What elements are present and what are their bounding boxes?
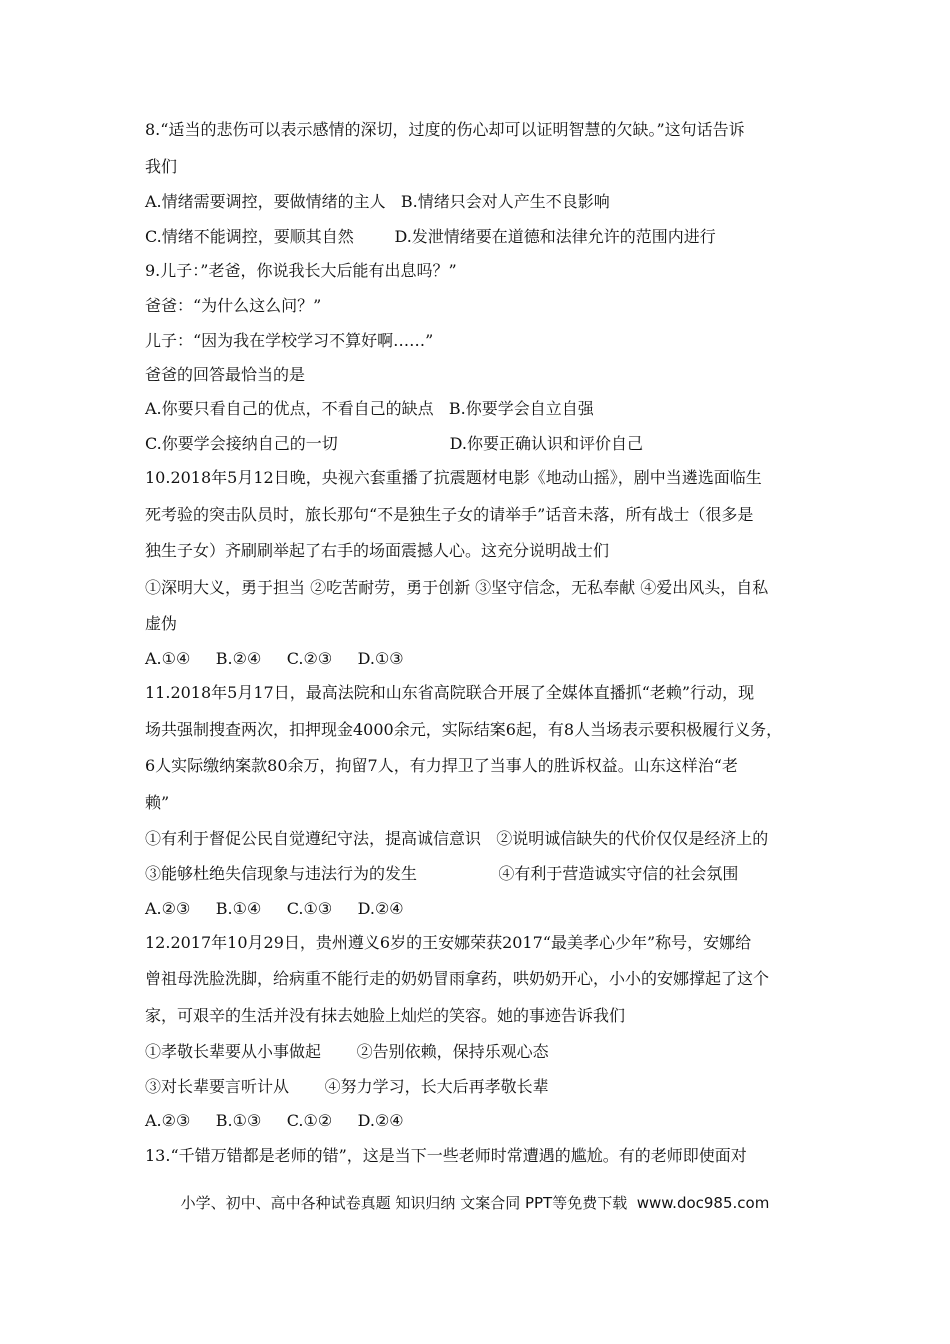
q10-stem-line-1: 10.2018年5月12日晚，央视六套重播了抗震题材电影《地动山摇》，剧中当遴选面临生 (145, 468, 762, 487)
q9-stem-line-2: 爸爸：“为什么这么问？” (145, 296, 322, 315)
q11-items-12: ①有利于督促公民自觉遵纪守法，提高诚信意识 ②说明诚信缺失的代价仅仅是经济上的 (145, 829, 769, 848)
q9-options-ab: A.你要只看自己的优点，不看自己的缺点 B.你要学会自立自强 (145, 399, 594, 418)
q10-stem-line-2: 死考验的突击队员时，旅长那句“不是独生子女的请举手”话音未落，所有战士（很多是 (145, 505, 754, 524)
q10-stem-line-4: ①深明大义，勇于担当 ②吃苦耐劳，勇于创新 ③坚守信念，无私奉献 ④爱出风头，自私 (145, 578, 769, 597)
page-footer: 小学、初中、高中各种试卷真题 知识归纳 文案合同 PPT等免费下载 www.doc985.com (180, 1194, 770, 1212)
q11-items-34: ③能够杜绝失信现象与违法行为的发生 ④有利于营造诚实守信的社会氛围 (145, 864, 739, 883)
q11-options: A.②③ B.①④ C.①③ D.②④ (145, 899, 404, 918)
q11-stem-line-1: 11.2018年5月17日，最高法院和山东省高院联合开展了全媒体直播抓“老赖”行动，现 (145, 683, 755, 702)
q11-stem-line-4: 赖” (145, 793, 170, 812)
q13-stem-line-1: 13.“千错万错都是老师的错”，这是当下一些老师时常遭遇的尴尬。有的老师即使面对 (145, 1146, 747, 1165)
q10-stem-line-3: 独生子女）齐刷刷举起了右手的场面震撼人心。这充分说明战士们 (145, 541, 610, 560)
q8-options-ab: A.情绪需要调控，要做情绪的主人 B.情绪只会对人产生不良影响 (145, 192, 610, 211)
q11-stem-line-3: 6人实际缴纳案款80余万，拘留7人，有力捍卫了当事人的胜诉权益。山东这样治“老 (145, 756, 738, 775)
q8-stem-line-1: 8.“适当的悲伤可以表示感情的深切，过度的伤心却可以证明智慧的欠缺。”这句话告诉 (145, 120, 745, 139)
q12-options: A.②③ B.①③ C.①② D.②④ (145, 1111, 404, 1130)
q10-stem-line-5: 虚伪 (145, 614, 178, 633)
q11-stem-line-2: 场共强制搜查两次，扣押现金4000余元，实际结案6起，有8人当场表示要积极履行义务， (145, 720, 783, 739)
q9-stem-line-1: 9.儿子：”老爸，你说我长大后能有出息吗？” (145, 261, 457, 280)
q9-options-cd: C.你要学会接纳自己的一切 D.你要正确认识和评价自己 (145, 434, 643, 453)
q12-stem-line-1: 12.2017年10月29日，贵州遵义6岁的王安娜荣获2017“最美孝心少年”称号，安娜给 (145, 933, 752, 952)
q9-stem-line-3: 儿子：“因为我在学校学习不算好啊……” (145, 331, 434, 350)
q12-stem-line-3: 家，可艰辛的生活并没有抹去她脸上灿烂的笑容。她的事迹告诉我们 (145, 1006, 626, 1025)
q12-items-12: ①孝敬长辈要从小事做起 ②告别依赖，保持乐观心态 (145, 1042, 549, 1061)
q8-options-cd: C.情绪不能调控，要顺其自然 D.发泄情绪要在道德和法律允许的范围内进行 (145, 227, 716, 246)
q10-options: A.①④ B.②④ C.②③ D.①③ (145, 649, 404, 668)
q12-stem-line-2: 曾祖母洗脸洗脚，给病重不能行走的奶奶冒雨拿药，哄奶奶开心，小小的安娜撑起了这个 (145, 969, 770, 988)
q8-stem-line-2: 我们 (145, 157, 178, 176)
q12-items-34: ③对长辈要言听计从 ④努力学习，长大后再孝敬长辈 (145, 1077, 549, 1096)
q9-stem-line-4: 爸爸的回答最恰当的是 (145, 365, 306, 384)
